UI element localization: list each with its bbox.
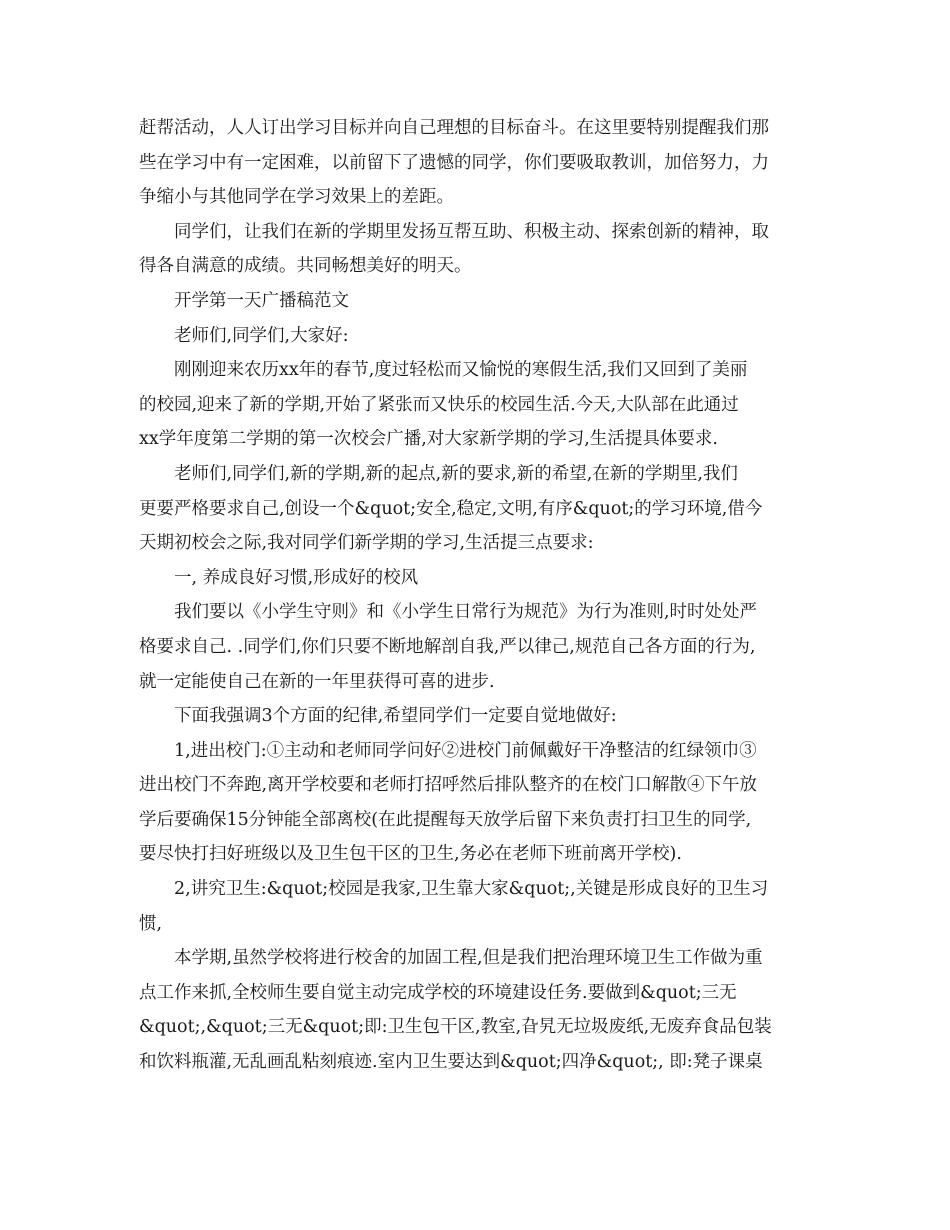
text-line: 一, 养成良好习惯,形成好的校风 <box>174 567 419 588</box>
text-line: 2,讲究卫生:&quot;校园是我家,卫生靠大家&quot;,关键是形成良好的卫生习 <box>174 879 769 900</box>
text-line: 老师们,同学们,大家好: <box>174 325 349 346</box>
text-line: 老师们,同学们,新的学期,新的起点,新的要求,新的希望,在新的学期里,我们 <box>174 463 738 484</box>
text-line: 些在学习中有一定困难，以前留下了遗憾的同学，你们要吸取教训，加倍努力，力 <box>139 152 769 173</box>
text-line: 1,进出校门:①主动和老师同学问好②进校门前佩戴好干净整洁的红绿领巾③ <box>174 740 757 761</box>
text-line: 点工作来抓,全校师生要自觉主动完成学校的环境建设任务.要做到&quot;三无 <box>139 982 737 1003</box>
text-line: 我们要以《小学生守则》和《小学生日常行为规范》为行为准则,时时处处严 <box>174 602 758 623</box>
text-line: 和饮料瓶灌,无乱画乱粘刻痕迹.室内卫生要达到&quot;四净&quot;, 即:凳子课桌 <box>139 1052 763 1073</box>
text-line: 天期初校会之际,我对同学们新学期的学习,生活提三点要求: <box>139 533 594 554</box>
body-text <box>139 111 819 1080</box>
text-line: 争缩小与其他同学在学习效果上的差距。 <box>139 187 454 208</box>
text-line: 惯, <box>139 913 163 934</box>
text-line: 刚刚迎来农历xx年的春节,度过轻松而又愉悦的寒假生活,我们又回到了美丽 <box>174 360 748 381</box>
text-line: 本学期,虽然学校将进行校舍的加固工程,但是我们把治理环境卫生工作做为重 <box>174 948 763 969</box>
text-line: 下面我强调3个方面的纪律,希望同学们一定要自觉地做好: <box>174 706 617 727</box>
text-line: 的校园,迎来了新的学期,开始了紧张而又快乐的校园生活.今天,大队部在此通过 <box>139 394 739 415</box>
text-line: 同学们，让我们在新的学期里发扬互帮互助、积极主动、探索创新的精神，取 <box>174 221 769 242</box>
text-line: 更要严格要求自己,创设一个&quot;安全,稳定,文明,有序&quot;的学习环境,借今 <box>139 498 763 519</box>
text-line: 就一定能使自己在新的一年里获得可喜的进步. <box>139 671 495 692</box>
text-line: 学后要确保15分钟能全部离校(在此提醒每天放学后留下来负责打扫卫生的同学, <box>139 809 752 830</box>
text-line: 进出校门不奔跑,离开学校要和老师打招呼然后排队整齐的在校门口解散④下午放 <box>139 775 758 796</box>
text-line: 赶帮活动，人人订出学习目标并向自己理想的目标奋斗。在这里要特别提醒我们那 <box>139 118 769 138</box>
text-line: &quot;,&quot;三无&quot;即:卫生包干区,教室,旮旯无垃圾废纸,无废弃食品包装 <box>139 1017 772 1038</box>
text-line: 得各自满意的成绩。共同畅想美好的明天。 <box>139 256 472 277</box>
text-line: 格要求自己. .同学们,你们只要不断地解剖自我,严以律己,规范自己各方面的行为, <box>139 636 756 657</box>
text-line: xx学年度第二学期的第一次校会广播,对大家新学期的学习,生活提具体要求. <box>139 429 718 450</box>
text-line: 要尽快打扫好班级以及卫生包干区的卫生,务必在老师下班前离开学校). <box>139 844 682 865</box>
text-line: 开学第一天广播稿范文 <box>174 290 349 311</box>
